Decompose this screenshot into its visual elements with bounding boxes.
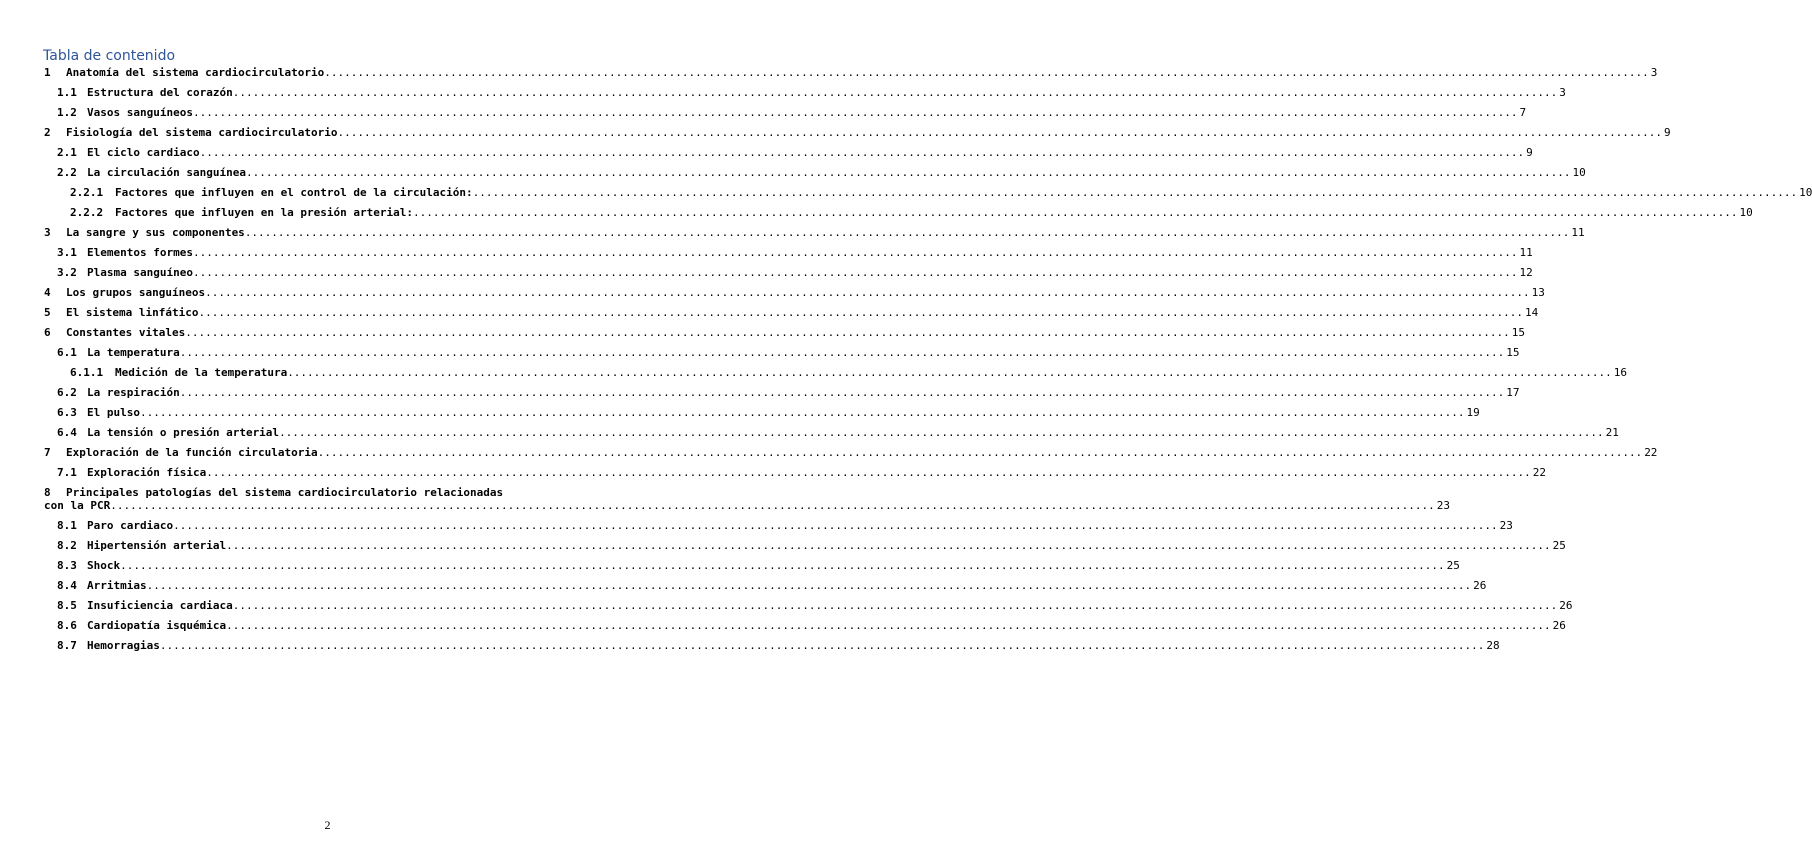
dot-leader: ........................................................................................................................................................................................................: [199, 146, 1525, 159]
dot-leader: ........................................................................................................................................................................................................: [205, 286, 1530, 299]
toc-entry-page: 12: [1519, 266, 1533, 279]
toc-entry-page: 11: [1519, 246, 1533, 259]
toc-entry-page: 13: [1531, 286, 1545, 299]
dot-leader: ........................................................................................................................................................................................................: [192, 246, 1518, 259]
toc-entry-text: El sistema linfático: [66, 306, 199, 319]
toc-entry-page: 19: [1466, 406, 1480, 419]
toc-entry-text: La respiración: [87, 386, 180, 399]
toc-entry-page: 25: [1552, 539, 1566, 552]
toc-entry[interactable]: [44, 66, 1658, 82]
toc-entry[interactable]: [44, 326, 1525, 342]
toc-entry-page: 22: [1532, 466, 1546, 479]
toc-entry-number: 2.1: [57, 146, 77, 159]
toc-entry-text: Cardiopatía isquémica: [87, 619, 227, 632]
toc-entry-page: 16: [1613, 366, 1627, 379]
toc-entry[interactable]: [57, 86, 1566, 102]
toc-entry[interactable]: [57, 579, 1487, 595]
toc-entry-page: 3: [1650, 66, 1658, 79]
toc-entry-number: 6.3: [57, 406, 77, 419]
toc-entry[interactable]: [44, 499, 1450, 515]
toc-entry-text: La sangre y sus componentes: [66, 226, 245, 239]
toc-entry[interactable]: [70, 366, 1627, 382]
dot-leader: ........................................................................................................................................................................................................: [279, 426, 1604, 439]
toc-entry-number: 8.6: [57, 619, 77, 632]
toc-entry[interactable]: [57, 406, 1480, 422]
toc-entry-page: 7: [1519, 106, 1527, 119]
dot-leader: ........................................................................................................................................................................................................: [337, 126, 1663, 139]
toc-entry-page: 9: [1664, 126, 1671, 139]
toc-entry-text: Hipertensión arterial: [87, 539, 227, 552]
dot-leader: ........................................................................................................................................................................................................: [120, 559, 1445, 572]
toc-entry[interactable]: [57, 539, 1566, 555]
toc-entry-text: Constantes vitales: [66, 326, 186, 339]
dot-leader: ........................................................................................................................................................................................................: [179, 386, 1505, 399]
toc-entry-page: 14: [1524, 306, 1539, 319]
toc-entry-number: 8.2: [57, 539, 77, 552]
dot-leader: ........................................................................................................................................................................................................: [192, 266, 1518, 279]
toc-entry[interactable]: [44, 286, 1545, 302]
toc-entry-number: 2.2.2: [70, 206, 104, 219]
toc-entry-page: 22: [1644, 446, 1658, 459]
toc-entry-text: Shock: [87, 559, 121, 572]
dot-leader: ........................................................................................................................................................................................................: [324, 66, 1649, 79]
toc-entry-page: 10: [1799, 186, 1812, 199]
dot-leader: ........................................................................................................................................................................................................: [472, 186, 1798, 199]
toc-entry-number: 8.5: [57, 599, 77, 612]
dot-leader: ........................................................................................................................................................................................................: [146, 579, 1472, 592]
toc-entry-number: 8: [44, 486, 51, 499]
toc-entry-number: 8.1: [57, 519, 77, 532]
toc-entry[interactable]: [57, 466, 1546, 482]
toc-entry-page: 23: [1436, 499, 1450, 512]
toc-entry-number: 8.3: [57, 559, 77, 572]
toc-entry[interactable]: [44, 126, 1671, 142]
toc-entry[interactable]: [57, 146, 1533, 162]
dot-leader: ........................................................................................................................................................................................................: [110, 499, 1435, 512]
toc-entry-number: 7: [44, 446, 51, 459]
toc-entry-number: 3: [44, 226, 51, 239]
toc-entry-page: 3: [1559, 86, 1566, 99]
toc-entry[interactable]: [57, 346, 1520, 362]
toc-entry-page: 15: [1511, 326, 1525, 339]
toc-entry-page: 15: [1506, 346, 1520, 359]
toc-entry-page: 23: [1499, 519, 1513, 532]
dot-leader: ........................................................................................................................................................................................................: [179, 346, 1505, 359]
dot-leader: ........................................................................................................................................................................................................: [244, 226, 1570, 239]
toc-entry[interactable]: [57, 519, 1513, 535]
toc-entry-text: Fisiología del sistema cardiocirculatorio: [66, 126, 338, 139]
dot-leader: ........................................................................................................................................................................................................: [159, 639, 1485, 652]
dot-leader: ........................................................................................................................................................................................................: [192, 106, 1518, 119]
toc-entry-number: 1: [44, 66, 51, 79]
toc-entry-text: Elementos formes: [87, 246, 193, 259]
toc-entry-number: 8.7: [57, 639, 77, 652]
toc-entry-page: 9: [1526, 146, 1533, 159]
toc-entry[interactable]: [44, 446, 1658, 462]
toc-entry[interactable]: [57, 386, 1520, 402]
toc-entry[interactable]: [57, 639, 1500, 655]
toc-entry-number: 5: [44, 306, 51, 319]
toc-entry-text: La circulación sanguínea: [87, 166, 246, 179]
toc-entry-number: 1.2: [57, 106, 77, 119]
toc-entry-text: Anatomía del sistema cardiocirculatorio: [66, 66, 325, 79]
toc-entry-text: Exploración física: [87, 466, 207, 479]
toc-entry-text: El ciclo cardiaco: [87, 146, 200, 159]
toc-entry[interactable]: [57, 599, 1573, 615]
toc-entry-text: Plasma sanguíneo: [87, 266, 193, 279]
toc-entry-text: Exploración de la función circulatoria: [66, 446, 318, 459]
toc-entry-number: 3.1: [57, 246, 77, 259]
toc-entry-page: 26: [1552, 619, 1566, 632]
dot-leader: ........................................................................................................................................................................................................: [226, 539, 1551, 552]
dot-leader: ........................................................................................................................................................................................................: [413, 206, 1738, 219]
toc-entry-number: 1.1: [57, 86, 77, 99]
toc-entry-number: 8.4: [57, 579, 77, 592]
toc-entry[interactable]: [44, 306, 1539, 322]
toc-entry-text: Vasos sanguíneos: [87, 106, 193, 119]
toc-entry-number: 7.1: [57, 466, 77, 479]
toc-entry-text: Factores que influyen en la presión arterial:: [115, 206, 414, 219]
toc-entry-text: La tensión o presión arterial: [87, 426, 280, 439]
dot-leader: ........................................................................................................................................................................................................: [185, 326, 1510, 339]
dot-leader: ........................................................................................................................................................................................................: [173, 519, 1498, 532]
dot-leader: ........................................................................................................................................................................................................: [232, 599, 1558, 612]
toc-entry-page: 26: [1559, 599, 1573, 612]
toc-entry[interactable]: [57, 166, 1586, 182]
toc-entry-number: 6.4: [57, 426, 77, 439]
toc-entry-text: Estructura del corazón: [87, 86, 233, 99]
toc-entry[interactable]: [57, 106, 1527, 122]
toc-entry[interactable]: [57, 426, 1619, 442]
toc-entry-page: 28: [1486, 639, 1500, 652]
toc-entry-text: Arritmias: [87, 579, 147, 592]
dot-leader: ........................................................................................................................................................................................................: [245, 166, 1571, 179]
toc-entry-text: Medición de la temperatura: [115, 366, 288, 379]
toc-entry-number: 2.2: [57, 166, 77, 179]
toc-entry-text: Los grupos sanguíneos: [66, 286, 206, 299]
toc-entry-number: 2: [44, 126, 51, 139]
dot-leader: ........................................................................................................................................................................................................: [226, 619, 1551, 632]
toc-entry-line[interactable]: [44, 486, 503, 499]
toc-entry[interactable]: [57, 559, 1460, 575]
toc-entry-page: 26: [1473, 579, 1487, 592]
toc-entry-page: 11: [1571, 226, 1585, 239]
toc-entry[interactable]: [57, 266, 1533, 282]
toc-title: Tabla de contenido: [43, 48, 176, 64]
toc-entry-page: 10: [1572, 166, 1586, 179]
toc-entry-page: 21: [1605, 426, 1619, 439]
toc-entry-text: Principales patologías del sistema cardiocirculatorio relacionadas: [66, 486, 504, 499]
toc-entry[interactable]: [57, 246, 1533, 262]
dot-leader: ........................................................................................................................................................................................................: [317, 446, 1643, 459]
toc-entry-text-continued: con la PCR: [44, 499, 111, 512]
toc-entry-number: 4: [44, 286, 51, 299]
toc-entry-text: Factores que influyen en el control de la circulación:: [115, 186, 473, 199]
toc-entry[interactable]: [57, 619, 1566, 635]
toc-entry-text: El pulso: [87, 406, 140, 419]
toc-entry-page: 25: [1446, 559, 1460, 572]
toc-entry-number: 3.2: [57, 266, 77, 279]
toc-entry-number: 6.1: [57, 346, 77, 359]
toc-entry-number: 6: [44, 326, 51, 339]
toc-entry-text: Insuficiencia cardiaca: [87, 599, 233, 612]
toc-entry-text: Paro cardiaco: [87, 519, 174, 532]
page-number: 2: [324, 818, 331, 832]
toc-entry[interactable]: [70, 206, 1753, 222]
toc-entry-number: 6.2: [57, 386, 77, 399]
toc-entry[interactable]: [44, 226, 1585, 242]
toc-entry-number: 2.2.1: [70, 186, 104, 199]
dot-leader: ........................................................................................................................................................................................................: [198, 306, 1523, 319]
dot-leader: ........................................................................................................................................................................................................: [206, 466, 1531, 479]
toc-entry-page: 17: [1506, 386, 1520, 399]
toc-entry-text: La temperatura: [87, 346, 180, 359]
dot-leader: ........................................................................................................................................................................................................: [287, 366, 1612, 379]
dot-leader: ........................................................................................................................................................................................................: [139, 406, 1465, 419]
toc-entry[interactable]: [70, 186, 1812, 202]
toc-entry-page: 10: [1739, 206, 1753, 219]
toc-entry-number: 6.1.1: [70, 366, 104, 379]
toc-entry-text: Hemorragias: [87, 639, 160, 652]
dot-leader: ........................................................................................................................................................................................................: [232, 86, 1558, 99]
